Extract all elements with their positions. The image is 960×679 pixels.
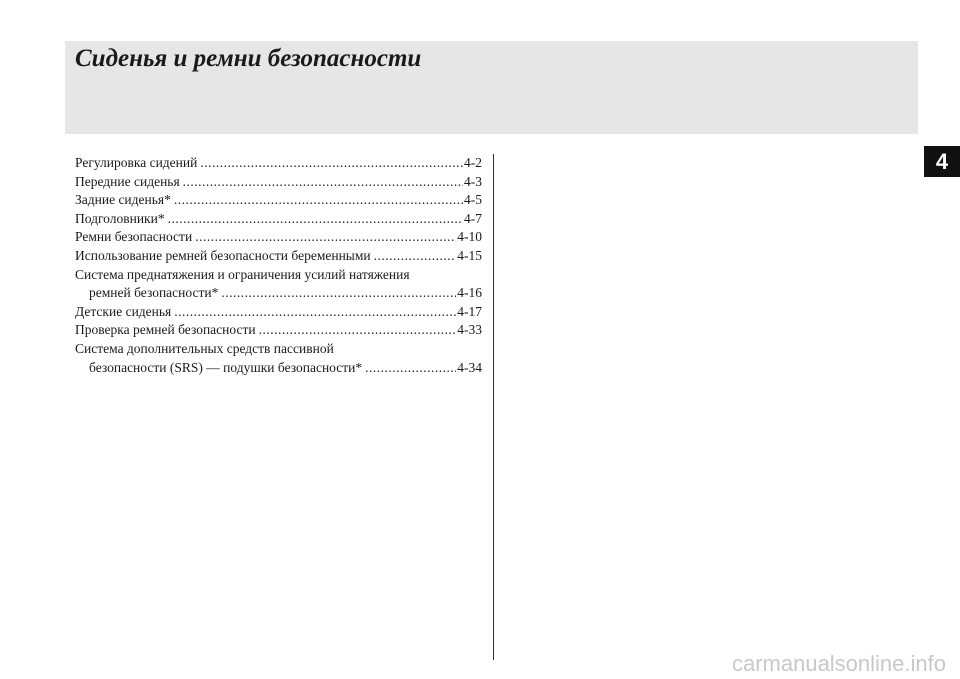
toc-entry-title: Система дополнительных средств пассивной [75,340,334,356]
toc-entry[interactable] [75,321,482,340]
toc-line [75,154,482,173]
toc-leader-dots [174,191,463,210]
toc-line [75,266,482,285]
toc-line [75,228,482,247]
toc-entry-title: ремней безопасности* [89,285,219,301]
toc-entry-title: Система преднатяжения и ограничения усилий натяжения [75,266,410,282]
toc-page-number: 4-2 [464,155,482,170]
toc-page-number: 4-3 [464,173,482,189]
toc-line [75,191,482,210]
toc-line [75,210,482,229]
column-divider [493,154,494,660]
toc-entry[interactable] [75,340,482,377]
toc-page-number: 4-16 [457,285,482,301]
toc-page-number: 4-33 [457,322,482,338]
toc-entry-title: Ремни безопасности [75,229,193,245]
toc-leader-dots [259,321,457,340]
toc-leader-dots [200,154,463,173]
toc-leader-dots [183,173,463,192]
toc-entry[interactable] [75,266,482,303]
toc-entry[interactable] [75,247,482,266]
toc-entry[interactable] [75,191,482,210]
toc-page-number: 4-7 [464,210,482,226]
toc-leader-dots [174,303,456,322]
toc-page-number: 4-34 [457,359,482,375]
toc-page-number: 4-17 [457,303,482,319]
chapter-tab[interactable]: 4 [924,146,960,177]
toc-line [75,359,482,378]
toc-leader-dots [374,247,457,266]
toc-entry-title: Задние сиденья* [75,192,171,208]
toc-line [75,284,482,303]
chapter-title: Сиденья и ремни безопасности [75,45,422,72]
toc-line [75,303,482,322]
chapter-header [65,41,918,134]
toc-entry[interactable] [75,228,482,247]
toc-page-number: 4-10 [457,229,482,245]
toc-page-number: 4-15 [457,247,482,263]
watermark: carmanualsonline.info [731,651,946,676]
toc-entry-title: Регулировка сидений [75,155,198,170]
toc-entry[interactable] [75,210,482,229]
toc-entry-title: Детские сиденья [75,303,172,319]
toc-entry-title: Передние сиденья [75,173,180,189]
toc-leader-dots [221,284,456,303]
toc-line [75,173,482,192]
toc-entry-title: Проверка ремней безопасности [75,322,256,338]
toc-entry[interactable] [75,154,482,173]
toc-entry[interactable] [75,173,482,192]
toc-leader-dots [195,228,456,247]
toc-entry-title: Подголовники* [75,210,165,226]
toc-line [75,247,482,266]
toc-line [75,340,482,359]
toc-entry[interactable] [75,303,482,322]
toc-leader-dots [168,210,463,229]
toc-page-number: 4-5 [464,192,482,208]
toc-line [75,321,482,340]
toc-leader-dots [365,359,456,378]
toc-entry-title: безопасности (SRS) — подушки безопасности* [89,359,363,375]
table-of-contents [75,154,482,377]
toc-entry-title: Использование ремней безопасности беременными [75,247,371,263]
